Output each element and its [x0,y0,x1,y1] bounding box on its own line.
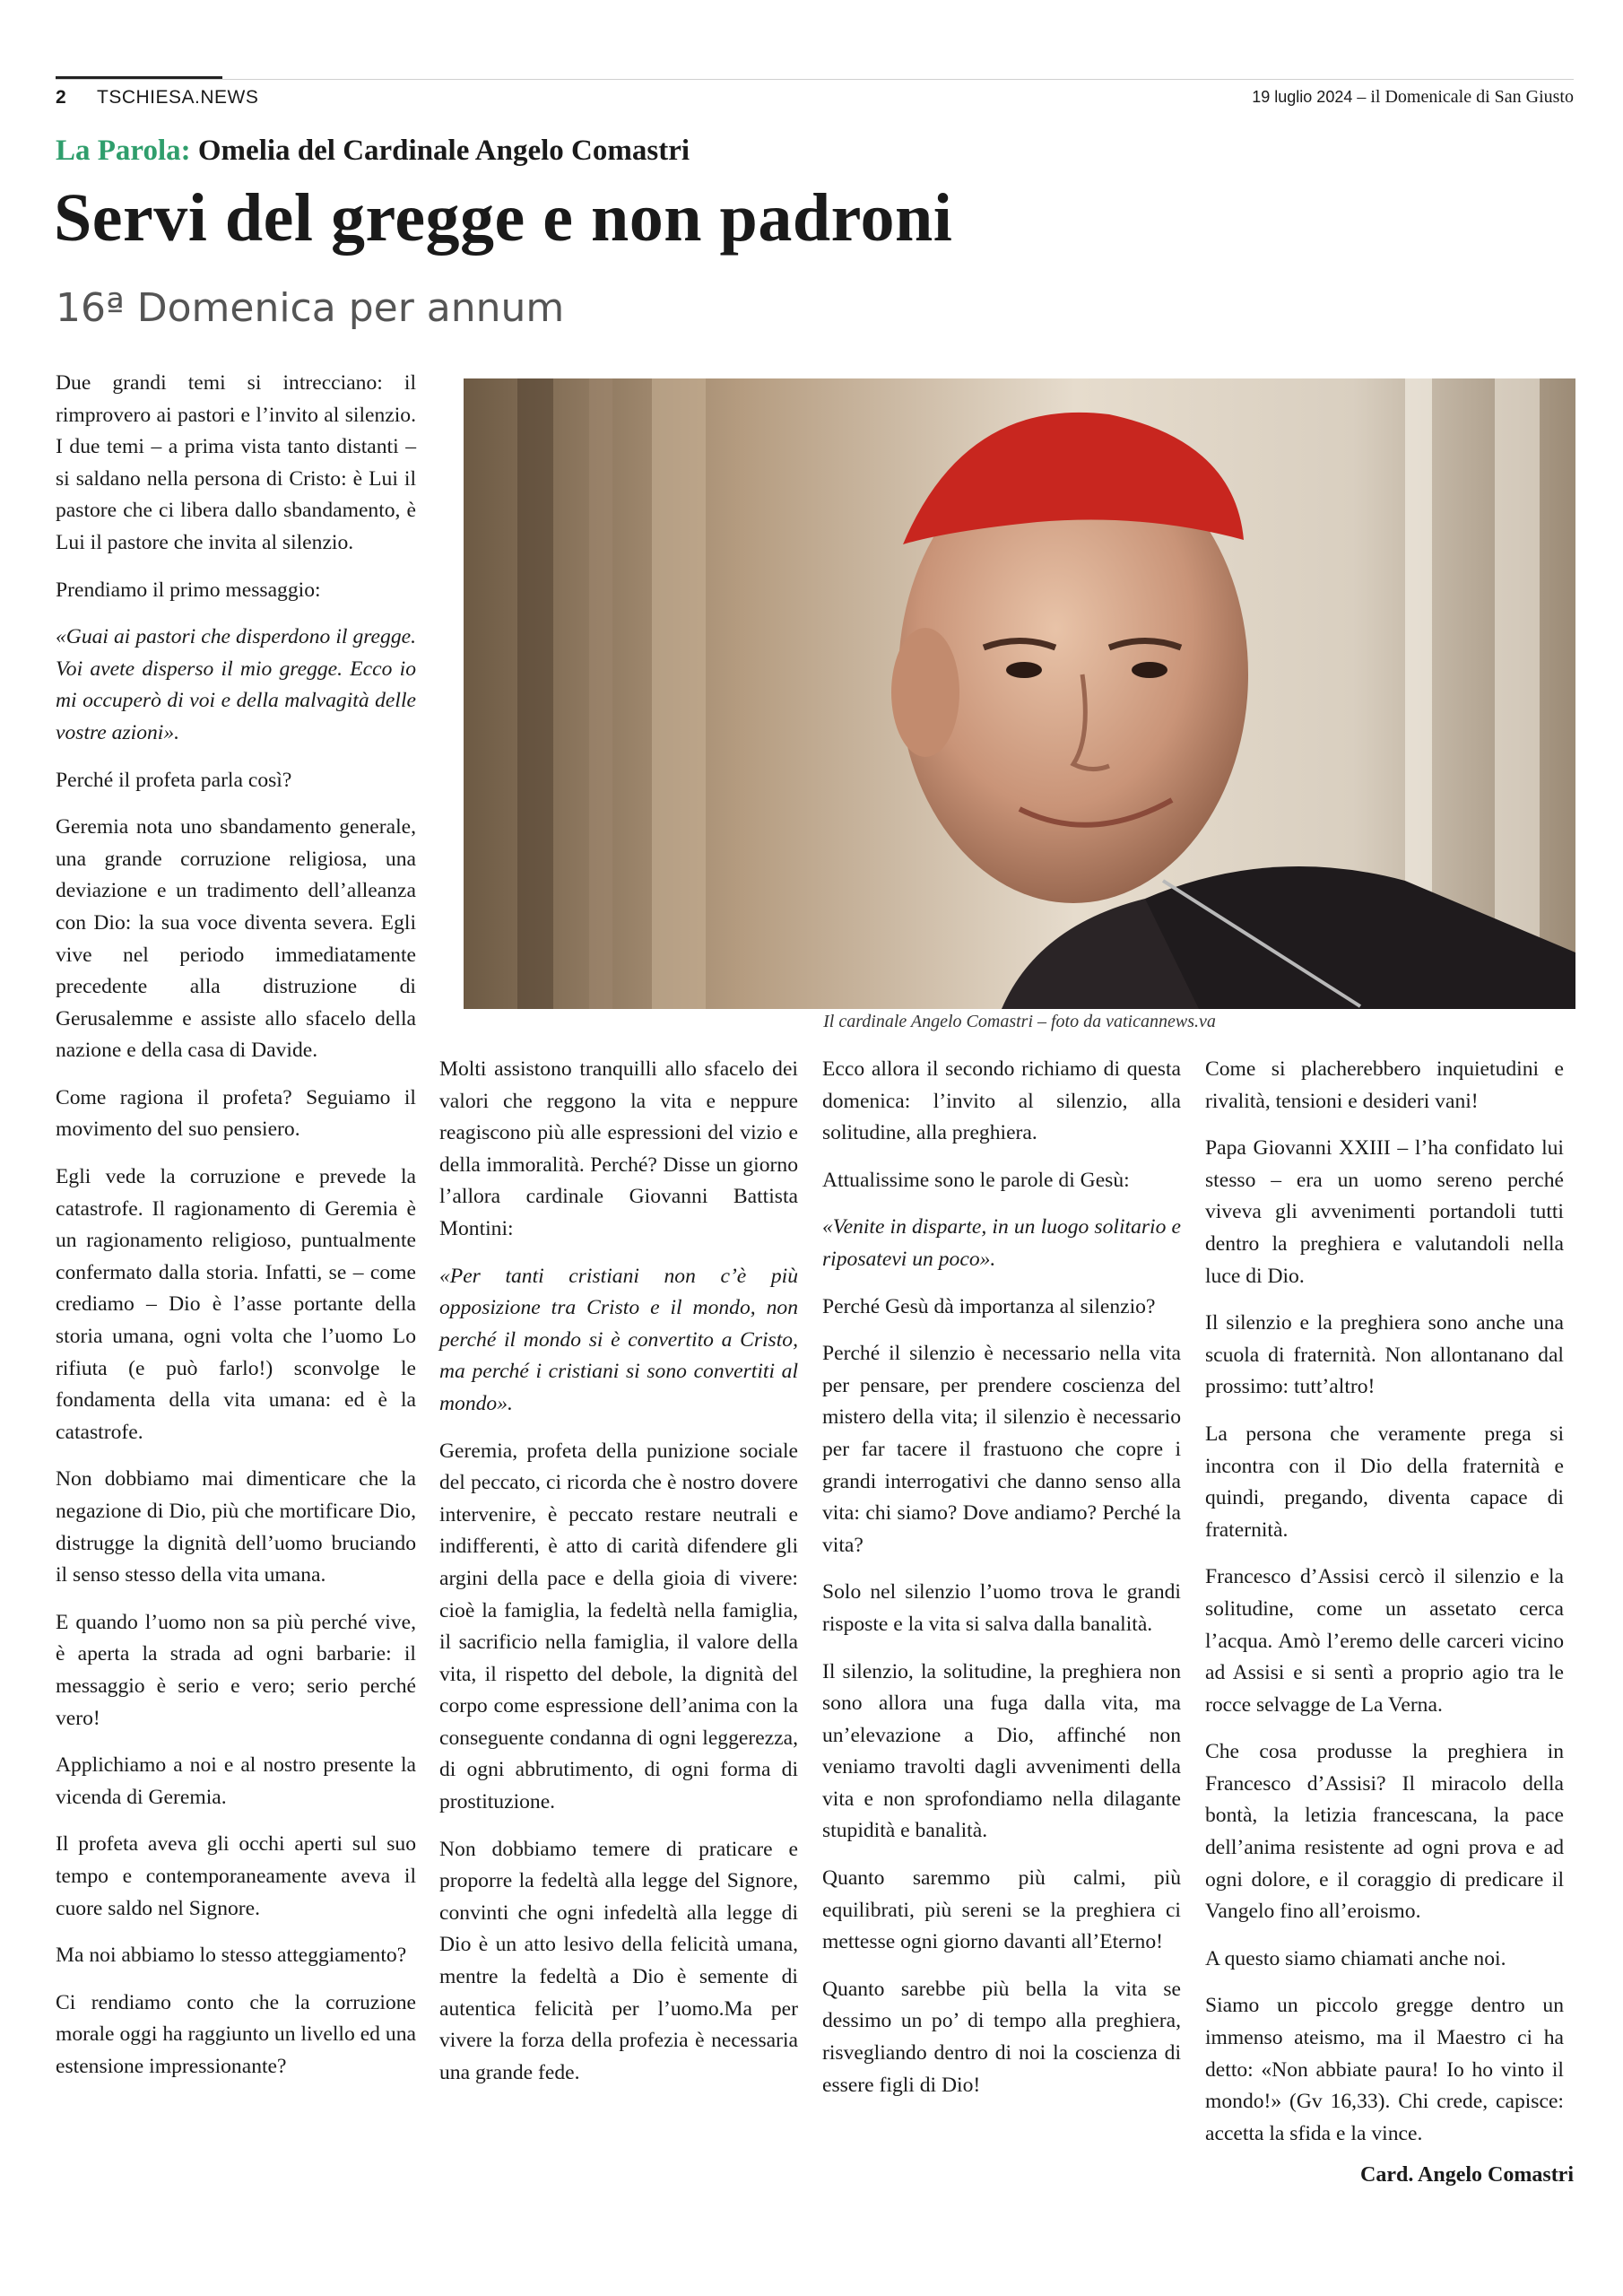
paragraph: Francesco d’Assisi cercò il silenzio e la solitudine, come un assetato cerca l’acqua. Amò l’eremo delle carceri vicino ad Assisi e si sentì a proprio agio tra le rocce selvagge de La Verna. [1205,1565,1564,1717]
paragraph: Attualissime sono le parole di Gesù: [822,1168,1130,1192]
paragraph: Non dobbiamo temere di praticare e proporre la fedeltà alla legge del Signore, convinti che ogni infedeltà alla legge di Dio è un atto lesivo della felicità umana, mentre la fedeltà a Dio è semente di autentica felicità per l’uomo.Ma per vivere la forza della profezia è necessaria una grande fede. [439,1837,798,2084]
paragraph: Quanto sarebbe più bella la vita se dessimo un po’ di tempo alla preghiera, risvegliando dentro di noi la coscienza di essere figli di Dio! [822,1977,1181,2097]
paragraph: Il silenzio, la solitudine, la preghiera non sono allora una fuga dalla vita, ma un’elevazione a Dio, affinché non veniamo travolti dagli avvenimenti della vita e non sprofondiamo nella dilagante stupidità e banalità. [822,1659,1181,1843]
photo-caption: Il cardinale Angelo Comastri – foto da vaticannews.va [823,1012,1216,1031]
quote-paragraph: «Per tanti cristiani non c’è più opposizione tra Cristo e il mondo, non perché il mondo si è convertito a Cristo, ma perché i cristiani si sono convertiti al mondo». [439,1264,798,1415]
edition-name: – il Domenicale di San Giusto [1357,87,1574,107]
paragraph: Come ragiona il profeta? Seguiamo il movimento del suo pensiero. [56,1085,416,1142]
paragraph: A questo siamo chiamati anche noi. [1205,1946,1506,1970]
publication-name: TSCHIESA.NEWS [97,87,259,108]
paragraph: Quanto saremmo più calmi, più equilibrati, più sereni se la preghiera ci mettesse ogni giorno davanti all’Eterno! [822,1866,1181,1954]
quote-paragraph: «Guai ai pastori che disperdono il gregge. Voi avete disperso il mio gregge. Ecco io mi occuperò di voi e della malvagità delle vostre azioni». [56,625,416,744]
portrait-illustration [464,378,1575,1009]
paragraph: Solo nel silenzio l’uomo trova le grandi risposte e la vita si salva dalla banalità. [822,1580,1181,1636]
quote-paragraph: «Venite in disparte, in un luogo solitario e riposatevi un poco». [822,1215,1181,1271]
paragraph: La persona che veramente prega si incontra con il Dio della fraternità e quindi, pregando, diventa capace di fraternità. [1205,1422,1564,1542]
paragraph: Perché il profeta parla così? [56,768,292,792]
paragraph: Come si placherebbero inquietudini e rivalità, tensioni e desideri vani! [1205,1057,1564,1113]
page-header [56,79,1574,110]
paragraph: Ecco allora il secondo richiamo di questa domenica: l’invito al silenzio, alla solitudine, alla preghiera. [822,1057,1181,1145]
paragraph: Geremia, profeta della punizione sociale del peccato, ci ricorda che è nostro dovere intervenire, è peccato restare neutrali e indifferenti, è atto di carità difendere gli argini della pace e della gioia di vivere: cioè la famiglia, la fedeltà nella famiglia, il sacrificio nella famiglia, il valore della vita, il rispetto del debole, la dignità del corpo come espressione dell’anima con la conseguente condanna di ogni leggerezza, di ogni abbrutimento, di ogni forma di prostituzione. [439,1439,798,1814]
paragraph: Il silenzio e la preghiera sono anche una scuola di fraternità. Non allontanano dal prossimo: tutt’altro! [1205,1311,1564,1399]
kicker-text: Omelia del Cardinale Angelo Comastri [197,135,690,167]
paragraph: Applichiamo a noi e al nostro presente la vicenda di Geremia. [56,1753,416,1809]
paragraph: Molti assistono tranquilli allo sfacelo dei valori che reggono la vita e neppure reagiscono più alle espressioni del vizio e della immoralità. Perché? Disse un giorno l’allora cardinale Giovanni Battista Montini: [439,1057,798,1240]
section-label: La Parola: [56,135,191,167]
paragraph: Ma noi abbiamo lo stesso atteggiamento? [56,1944,407,1968]
paragraph: Perché Gesù dà importanza al silenzio? [822,1294,1156,1318]
paragraph: Due grandi temi si intrecciano: il rimprovero ai pastori e l’invito al silenzio. I due temi – a prima vista tanto distanti – si saldano nella persona di Cristo: è Lui il pastore che ci libera dallo sbandamento, è Lui il pastore che invita al silenzio. [56,371,416,554]
author-signature: Card. Angelo Comastri [1360,2163,1574,2187]
paragraph: Egli vede la corruzione e prevede la catastrofe. Il ragionamento di Geremia è un ragionamento religioso, puntualmente confermato dalla storia. Infatti, se – come crediamo – Dio è l’asse portante della storia umana, ogni volta che l’uomo Lo rifiuta (e può farlo!) sconvolge le fondamenta della vita umana: ed è la catastrofe. [56,1165,416,1444]
paragraph: Papa Giovanni XXIII – l’ha confidato lui stesso – era un uomo sereno perché viveva gli avvenimenti portandoli tutti dentro la preghiera e valutandoli nella luce di Dio. [1205,1136,1564,1288]
paragraph: Siamo un piccolo gregge dentro un immenso ateismo, ma il Maestro ci ha detto: «Non abbiate paura! Io ho vinto il mondo!» (Gv 16,33). Chi crede, capisce: accetta la sfida e la vince. [1205,1994,1564,2145]
paragraph: Prendiamo il primo messaggio: [56,578,321,602]
text-column-2 [439,1054,798,2104]
paragraph: Geremia nota uno sbandamento generale, una grande corruzione religiosa, una deviazione e un tradimento dell’alleanza con Dio: la sua voce diventa severa. Egli vive nel periodo immediatamente precedente alla distruzione di Gerusalemme e assiste allo sfacelo della nazione e della casa di Davide. [56,815,416,1063]
paragraph: Perché il silenzio è necessario nella vita per pensare, per prendere coscienza del mistero della vita; il silenzio è necessario per far tacere il frastuono che copre i grandi interrogativi che danno senso alla vita: chi siamo? Dove andiamo? Perché la vita? [822,1342,1181,1557]
article-title: Servi del gregge e non padroni [54,180,953,256]
paragraph: Che cosa produsse la preghiera in Francesco d’Assisi? Il miracolo della bontà, la letizia francescana, la pace dell’anima resistente ad ogni prova e ad ogni dolore, e il coraggio di predicare il Vangelo fino all’eroismo. [1205,1740,1564,1924]
paragraph: Ci rendiamo conto che la corruzione morale oggi ha raggiunto un livello ed una estensione impressionante? [56,1990,416,2078]
paragraph: Non dobbiamo mai dimenticare che la negazione di Dio, più che mortificare Dio, distrugge la dignità dell’uomo bruciando il senso stesso della vita umana. [56,1467,416,1587]
article-kicker [56,135,690,168]
cardinal-photo [464,378,1575,1009]
issue-date-text: 19 luglio 2024 [1252,88,1353,106]
text-column-1 [56,368,416,2099]
header-rule [56,76,222,79]
text-column-4 [1205,1054,1564,2165]
text-column-3 [822,1054,1181,2117]
issue-date [1252,87,1574,108]
article-subtitle: 16ª Domenica per annum [56,285,565,331]
paragraph: Il profeta aveva gli occhi aperti sul suo tempo e contemporaneamente aveva il cuore saldo nel Signore. [56,1832,416,1920]
paragraph: E quando l’uomo non sa più perché vive, è aperta la strada ad ogni barbarie: il messaggio è serio e vero; serio perché vero! [56,1610,416,1730]
page-number: 2 [56,87,66,108]
